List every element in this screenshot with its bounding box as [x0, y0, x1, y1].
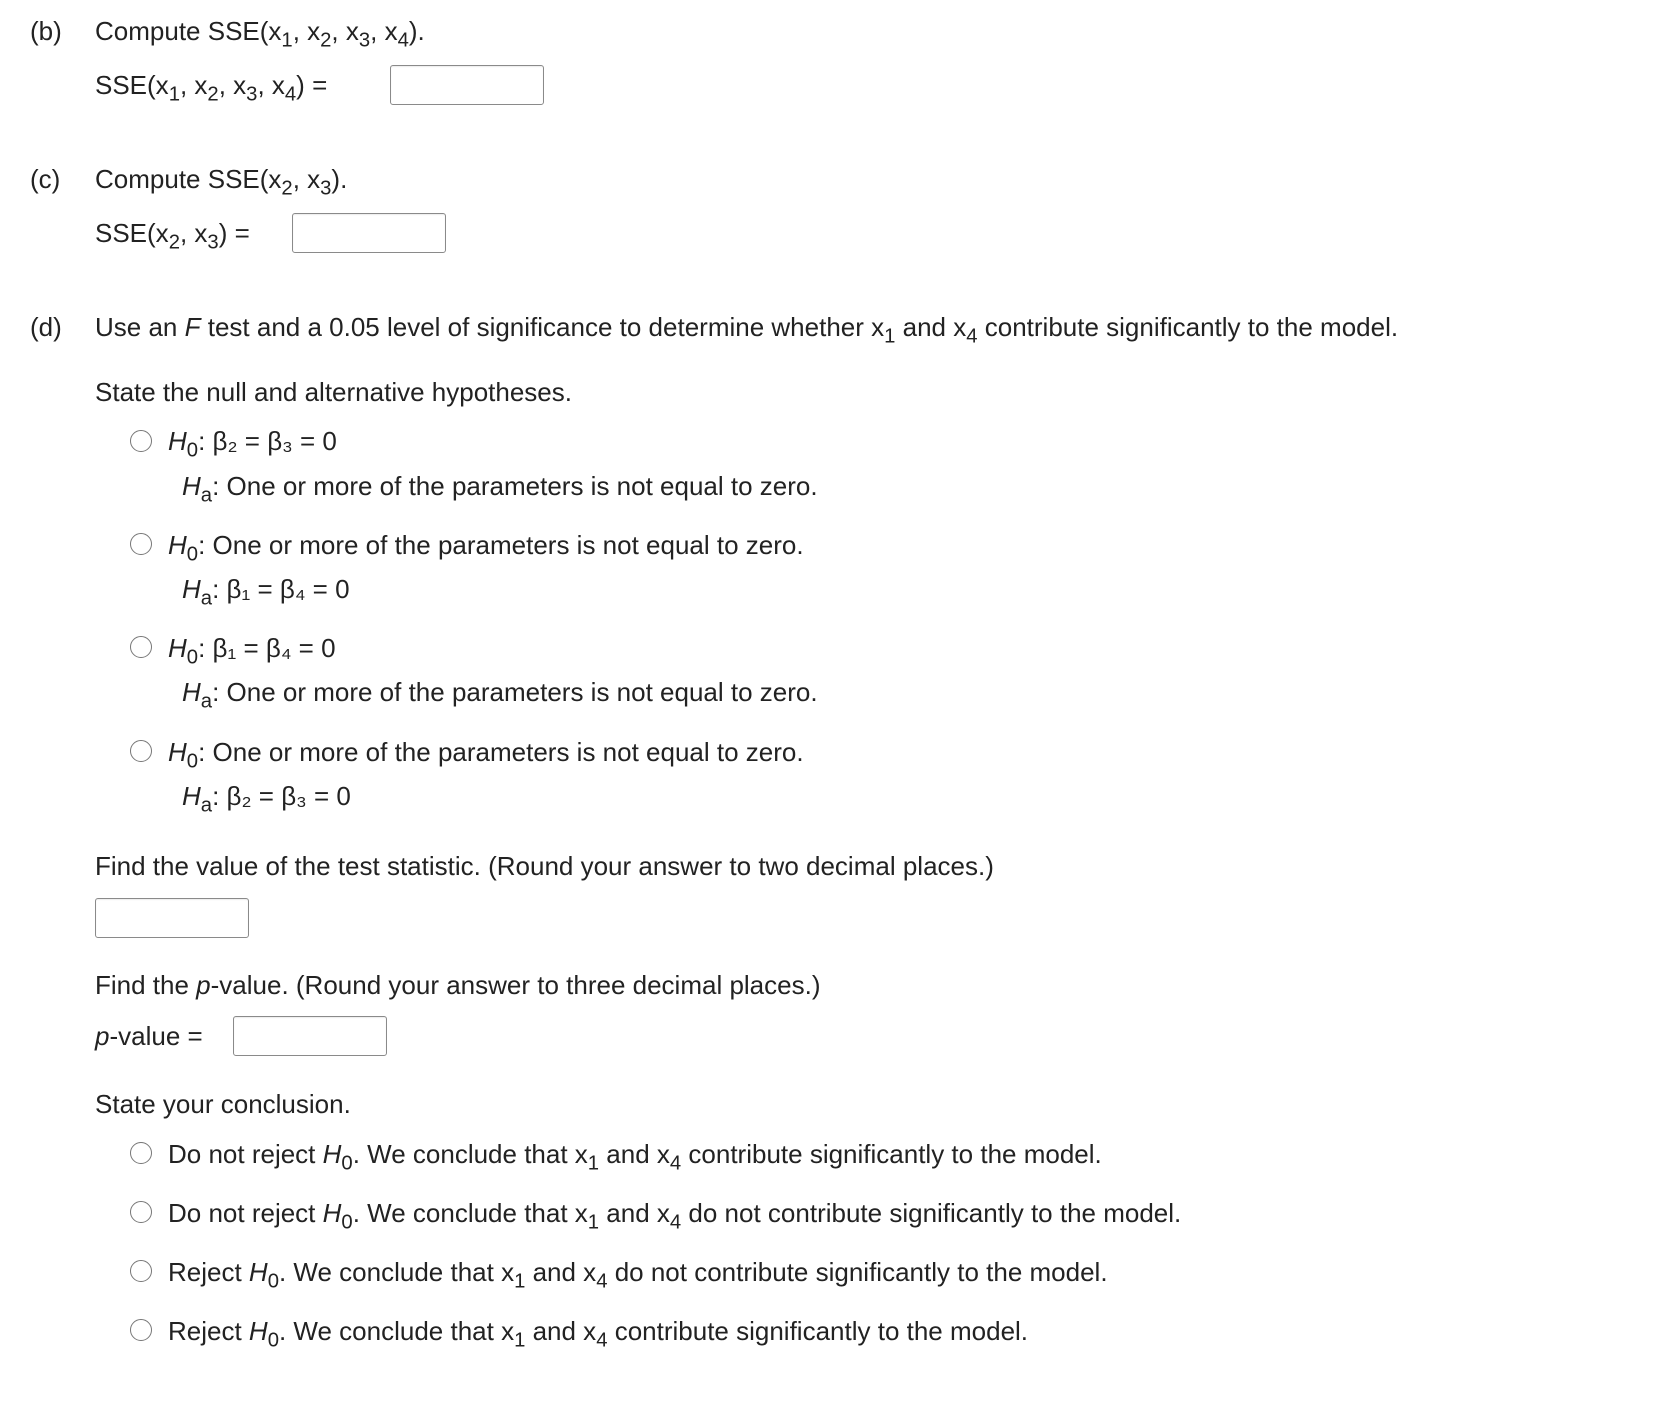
p-value-label: p-value = [95, 1021, 203, 1051]
conclusion-prompt: State your conclusion. [95, 1089, 351, 1119]
hypothesis-option-2-radio[interactable] [130, 533, 152, 555]
part-c-letter: (c) [30, 164, 61, 194]
part-b-prompt: Compute $SSE(x_1$, $x_2$, $x_3$, $x_4$). [95, 16, 425, 52]
part-d-intro: Use an F test and a 0.05 level of significance to determine whether $x_1$ and $x_4$ contribute significantly to the model. [95, 312, 1399, 348]
hypothesis-option-1-ha: $H_a$: One or more of the parameters is not equal to zero. [182, 471, 818, 507]
part-b-answer-label: $SSE(x_1$, $x_2$, $x_3$, $x_4$) = [95, 70, 328, 106]
hypothesis-option-2-ha: $H_a$: β₁ = β₄ = 0 [182, 574, 350, 610]
conclusion-option-4-text: Reject $H_0$. We conclude that $x_1$ and $x_4$ contribute significantly to the model. [168, 1316, 1029, 1352]
conclusion-option-1-text: Do not reject $H_0$. We conclude that $x_1$ and $x_4$ contribute significantly to the model. [168, 1139, 1102, 1175]
part-b-letter: (b) [30, 16, 62, 46]
conclusion-option-4-radio[interactable] [130, 1319, 152, 1341]
hypothesis-option-2-h0: $H_0$: One or more of the parameters is not equal to zero. [168, 530, 804, 566]
p-value-input[interactable] [233, 1016, 387, 1056]
hypothesis-option-4-radio[interactable] [130, 740, 152, 762]
hypothesis-option-4-ha: $H_a$: β₂ = β₃ = 0 [182, 781, 351, 817]
hypothesis-option-3-h0: $H_0$: β₁ = β₄ = 0 [168, 633, 336, 669]
sse-full-input[interactable] [390, 65, 544, 105]
conclusion-option-2-radio[interactable] [130, 1201, 152, 1223]
test-statistic-prompt: Find the value of the test statistic. (Round your answer to two decimal places.) [95, 851, 994, 881]
hypotheses-prompt: State the null and alternative hypotheses. [95, 377, 572, 407]
hypothesis-option-1-h0: $H_0$: β₂ = β₃ = 0 [168, 426, 337, 462]
part-d-letter: (d) [30, 312, 62, 342]
hypothesis-option-3-ha: $H_a$: One or more of the parameters is not equal to zero. [182, 677, 818, 713]
p-value-prompt: Find the p-value. (Round your answer to three decimal places.) [95, 970, 821, 1000]
hypothesis-option-4-h0: $H_0$: One or more of the parameters is not equal to zero. [168, 737, 804, 773]
hypothesis-option-3-radio[interactable] [130, 636, 152, 658]
test-statistic-input[interactable] [95, 898, 249, 938]
conclusion-option-3-radio[interactable] [130, 1260, 152, 1282]
conclusion-option-3-text: Reject $H_0$. We conclude that $x_1$ and $x_4$ do not contribute significantly to the model. [168, 1257, 1108, 1293]
part-c-answer-label: $SSE(x_2$, $x_3$) = [95, 218, 250, 254]
part-c-prompt: Compute $SSE(x_2$, $x_3$). [95, 164, 348, 200]
conclusion-option-2-text: Do not reject $H_0$. We conclude that $x_1$ and $x_4$ do not contribute significantly to the model. [168, 1198, 1182, 1234]
conclusion-option-1-radio[interactable] [130, 1142, 152, 1164]
hypothesis-option-1-radio[interactable] [130, 430, 152, 452]
sse-reduced-input[interactable] [292, 213, 446, 253]
